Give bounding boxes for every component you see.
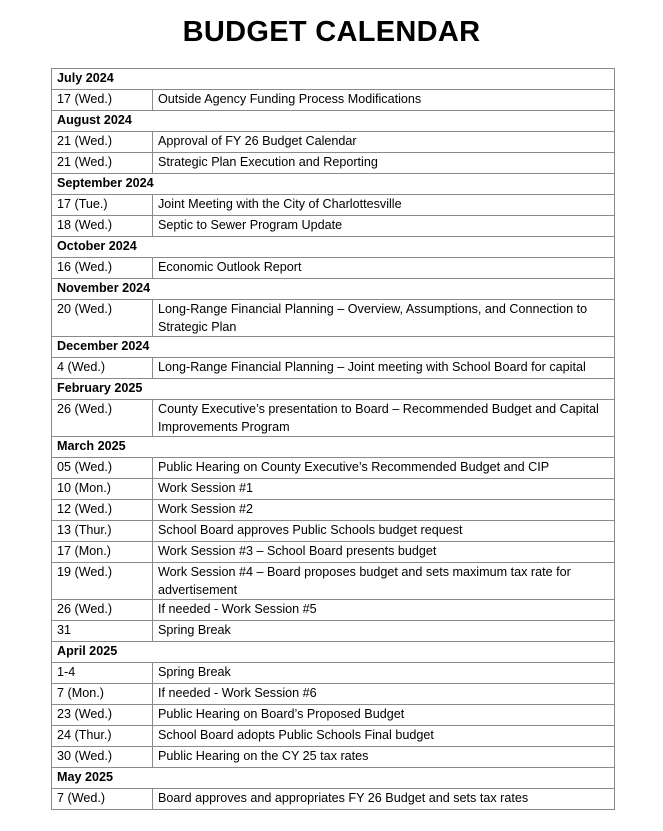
month-header-row (52, 237, 615, 258)
calendar-entry-row (52, 258, 615, 279)
entry-event: Joint Meeting with the City of Charlottesville (153, 195, 615, 216)
month-header-row (52, 642, 615, 663)
month-header-row (52, 337, 615, 358)
month-label: May 2025 (52, 768, 615, 789)
entry-event: Septic to Sewer Program Update (153, 216, 615, 237)
entry-date: 24 (Thur.) (52, 726, 153, 747)
month-header-row (52, 379, 615, 400)
calendar-entry-row (52, 621, 615, 642)
month-label: October 2024 (52, 237, 615, 258)
calendar-entry-row (52, 358, 615, 379)
entry-date: 16 (Wed.) (52, 258, 153, 279)
entry-event: Work Session #1 (153, 479, 615, 500)
entry-event: School Board approves Public Schools budget request (153, 521, 615, 542)
entry-event: Public Hearing on County Executive’s Recommended Budget and CIP (153, 458, 615, 479)
calendar-entry-row (52, 705, 615, 726)
entry-date: 12 (Wed.) (52, 500, 153, 521)
entry-event: Economic Outlook Report (153, 258, 615, 279)
entry-event: Outside Agency Funding Process Modifications (153, 90, 615, 111)
page-title: BUDGET CALENDAR (182, 16, 481, 48)
entry-date: 10 (Mon.) (52, 479, 153, 500)
entry-event: If needed - Work Session #6 (153, 684, 615, 705)
calendar-entry-row (52, 663, 615, 684)
month-header-row (52, 69, 615, 90)
calendar-entry-row (52, 216, 615, 237)
entry-date: 26 (Wed.) (52, 400, 153, 437)
calendar-entry-row (52, 479, 615, 500)
entry-date: 23 (Wed.) (52, 705, 153, 726)
entry-event: Strategic Plan Execution and Reporting (153, 153, 615, 174)
entry-date: 17 (Tue.) (52, 195, 153, 216)
calendar-entry-row (52, 789, 615, 810)
entry-event: Spring Break (153, 663, 615, 684)
entry-event: Public Hearing on the CY 25 tax rates (153, 747, 615, 768)
entry-date: 17 (Wed.) (52, 90, 153, 111)
month-label: July 2024 (52, 69, 615, 90)
entry-date: 21 (Wed.) (52, 153, 153, 174)
calendar-entry-row (52, 500, 615, 521)
calendar-entry-row (52, 153, 615, 174)
entry-event: Work Session #2 (153, 500, 615, 521)
entry-date: 26 (Wed.) (52, 600, 153, 621)
entry-date: 17 (Mon.) (52, 542, 153, 563)
month-header-row (52, 174, 615, 195)
month-label: March 2025 (52, 437, 615, 458)
month-header-row (52, 768, 615, 789)
entry-date: 18 (Wed.) (52, 216, 153, 237)
entry-event: If needed - Work Session #5 (153, 600, 615, 621)
budget-calendar-table (51, 68, 615, 810)
entry-date: 20 (Wed.) (52, 300, 153, 337)
entry-date: 31 (52, 621, 153, 642)
month-label: September 2024 (52, 174, 615, 195)
month-label: December 2024 (52, 337, 615, 358)
entry-event: Public Hearing on Board’s Proposed Budget (153, 705, 615, 726)
entry-event: Approval of FY 26 Budget Calendar (153, 132, 615, 153)
calendar-entry-row (52, 132, 615, 153)
calendar-entry-row (52, 684, 615, 705)
calendar-entry-row (52, 300, 615, 337)
calendar-entry-row (52, 90, 615, 111)
calendar-entry-row (52, 521, 615, 542)
calendar-entry-row (52, 600, 615, 621)
calendar-entry-row (52, 563, 615, 600)
calendar-entry-row (52, 747, 615, 768)
entry-date: 1-4 (52, 663, 153, 684)
entry-event: Board approves and appropriates FY 26 Budget and sets tax rates (153, 789, 615, 810)
entry-date: 4 (Wed.) (52, 358, 153, 379)
entry-event: Work Session #4 – Board proposes budget and sets maximum tax rate for advertisement (153, 563, 615, 600)
month-label: November 2024 (52, 279, 615, 300)
calendar-entry-row (52, 726, 615, 747)
entry-date: 05 (Wed.) (52, 458, 153, 479)
calendar-entry-row (52, 542, 615, 563)
entry-date: 21 (Wed.) (52, 132, 153, 153)
entry-event: County Executive’s presentation to Board – Recommended Budget and Capital Improvements Program (153, 400, 615, 437)
calendar-entry-row (52, 195, 615, 216)
entry-event: School Board adopts Public Schools Final budget (153, 726, 615, 747)
calendar-entry-row (52, 400, 615, 437)
entry-event: Long-Range Financial Planning – Overview, Assumptions, and Connection to Strategic Plan (153, 300, 615, 337)
month-label: April 2025 (52, 642, 615, 663)
month-header-row (52, 437, 615, 458)
month-label: August 2024 (52, 111, 615, 132)
calendar-entry-row (52, 458, 615, 479)
month-header-row (52, 111, 615, 132)
entry-event: Spring Break (153, 621, 615, 642)
entry-date: 13 (Thur.) (52, 521, 153, 542)
entry-date: 30 (Wed.) (52, 747, 153, 768)
entry-event: Work Session #3 – School Board presents budget (153, 542, 615, 563)
entry-date: 7 (Wed.) (52, 789, 153, 810)
entry-event: Long-Range Financial Planning – Joint meeting with School Board for capital (153, 358, 615, 379)
entry-date: 19 (Wed.) (52, 563, 153, 600)
calendar-body (52, 69, 615, 810)
month-header-row (52, 279, 615, 300)
month-label: February 2025 (52, 379, 615, 400)
entry-date: 7 (Mon.) (52, 684, 153, 705)
